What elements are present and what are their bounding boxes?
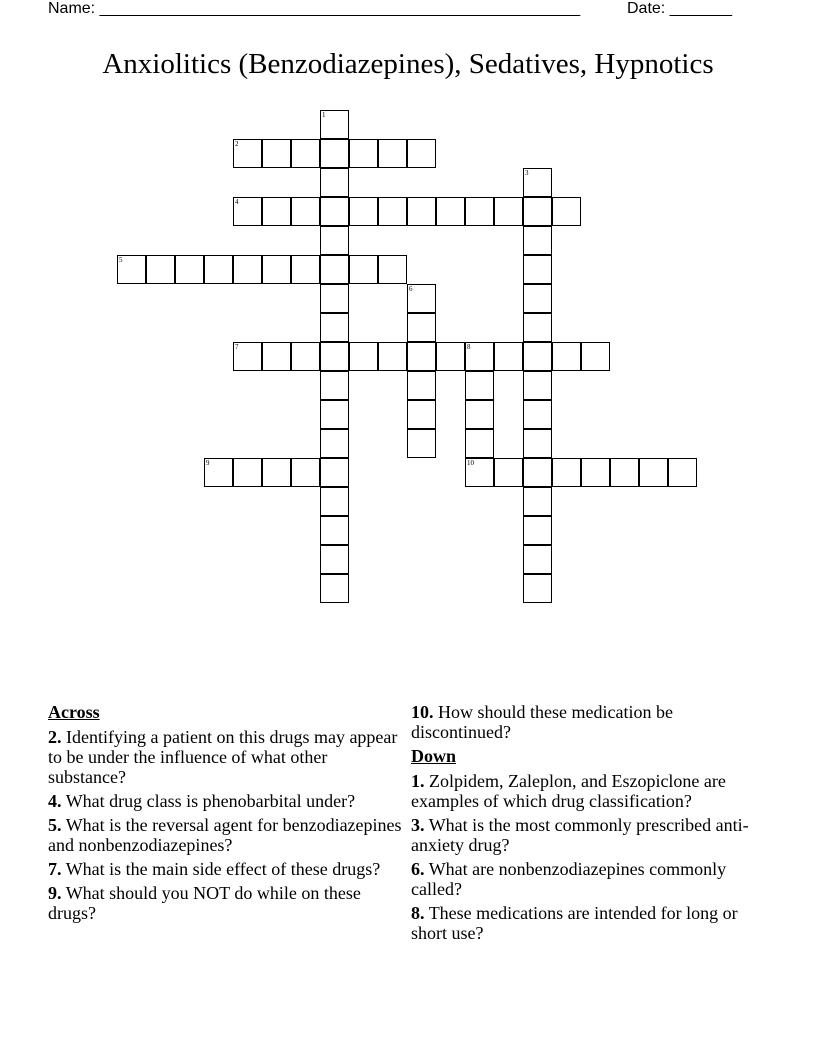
- crossword-cell[interactable]: [407, 139, 436, 168]
- crossword-cell[interactable]: [407, 400, 436, 429]
- crossword-cell[interactable]: [465, 429, 494, 458]
- cell-number: 4: [235, 198, 239, 206]
- crossword-cell[interactable]: [523, 574, 552, 603]
- crossword-cell[interactable]: [320, 429, 349, 458]
- crossword-cell[interactable]: [465, 458, 494, 487]
- crossword-cell[interactable]: [320, 168, 349, 197]
- crossword-cell[interactable]: [378, 342, 407, 371]
- crossword-cell[interactable]: [233, 197, 262, 226]
- crossword-cell[interactable]: [233, 342, 262, 371]
- crossword-cell[interactable]: [639, 458, 668, 487]
- crossword-cell[interactable]: [552, 458, 581, 487]
- crossword-cell[interactable]: [407, 429, 436, 458]
- crossword-cell[interactable]: [523, 226, 552, 255]
- crossword-cell[interactable]: [320, 110, 349, 139]
- cell-number: 9: [206, 459, 210, 467]
- clue-text: What should you NOT do while on these drugs?: [48, 883, 361, 923]
- clue-across-5: [48, 815, 408, 855]
- crossword-cell[interactable]: [262, 255, 291, 284]
- crossword-cell[interactable]: [494, 342, 523, 371]
- crossword-cell[interactable]: [320, 284, 349, 313]
- cell-number: 10: [467, 459, 474, 467]
- crossword-cell[interactable]: [436, 342, 465, 371]
- crossword-cell[interactable]: [320, 255, 349, 284]
- crossword-cell[interactable]: [407, 342, 436, 371]
- crossword-cell[interactable]: [320, 371, 349, 400]
- crossword-cell[interactable]: [465, 342, 494, 371]
- clue-number: 4.: [48, 791, 62, 811]
- crossword-cell[interactable]: [320, 458, 349, 487]
- clue-text: How should these medication be discontinued?: [411, 702, 673, 742]
- crossword-cell[interactable]: [407, 284, 436, 313]
- crossword-cell[interactable]: [233, 255, 262, 284]
- clue-number: 7.: [48, 859, 62, 879]
- crossword-cell[interactable]: [523, 487, 552, 516]
- cell-number: 2: [235, 140, 239, 148]
- crossword-cell[interactable]: [262, 342, 291, 371]
- crossword-cell[interactable]: [523, 516, 552, 545]
- cell-number: 7: [235, 343, 239, 351]
- crossword-cell[interactable]: [262, 458, 291, 487]
- crossword-cell[interactable]: [581, 458, 610, 487]
- crossword-cell[interactable]: [204, 458, 233, 487]
- crossword-cell[interactable]: [320, 342, 349, 371]
- crossword-cell[interactable]: [320, 197, 349, 226]
- crossword-cell[interactable]: [581, 342, 610, 371]
- clue-text: Identifying a patient on this drugs may appear to be under the influence of what other substance?: [48, 727, 398, 787]
- crossword-cell[interactable]: [117, 255, 146, 284]
- clue-across-7: [48, 859, 408, 879]
- clue-text: Zolpidem, Zaleplon, and Eszopiclone are examples of which drug classification?: [411, 771, 726, 811]
- crossword-cell[interactable]: [233, 139, 262, 168]
- clue-across-10: [411, 702, 761, 742]
- crossword-cell[interactable]: [523, 284, 552, 313]
- crossword-cell[interactable]: [552, 342, 581, 371]
- name-field-label: Name: ______________________________________________________: [48, 0, 581, 17]
- crossword-cell[interactable]: [146, 255, 175, 284]
- crossword-cell[interactable]: [523, 429, 552, 458]
- clue-down-6: [411, 859, 761, 899]
- clue-text: What are nonbenzodiazepines commonly called?: [411, 859, 727, 899]
- crossword-cell[interactable]: [523, 545, 552, 574]
- clue-number: 2.: [48, 727, 62, 747]
- crossword-cell[interactable]: [262, 197, 291, 226]
- crossword-cell[interactable]: [523, 313, 552, 342]
- crossword-cell[interactable]: [349, 255, 378, 284]
- clue-number: 6.: [411, 859, 425, 879]
- crossword-cell[interactable]: [523, 371, 552, 400]
- crossword-cell[interactable]: [523, 168, 552, 197]
- crossword-cell[interactable]: [407, 197, 436, 226]
- clue-text: What is the most commonly prescribed anti-anxiety drug?: [411, 815, 749, 855]
- clue-number: 5.: [48, 815, 62, 835]
- cell-number: 8: [467, 343, 471, 351]
- clue-across-9: [48, 883, 408, 923]
- crossword-cell[interactable]: [407, 371, 436, 400]
- clues-column-left: [48, 702, 408, 927]
- crossword-cell[interactable]: [523, 197, 552, 226]
- crossword-cell[interactable]: [378, 139, 407, 168]
- crossword-cell[interactable]: [349, 139, 378, 168]
- crossword-cell[interactable]: [465, 400, 494, 429]
- cell-number: 3: [525, 169, 529, 177]
- crossword-cell[interactable]: [262, 139, 291, 168]
- crossword-cell[interactable]: [291, 342, 320, 371]
- page-title: Anxiolitics (Benzodiazepines), Sedatives, Hypnotics: [102, 48, 714, 80]
- crossword-cell[interactable]: [233, 458, 262, 487]
- crossword-cell[interactable]: [465, 197, 494, 226]
- clues-column-right: [411, 702, 761, 947]
- crossword-cell[interactable]: [204, 255, 233, 284]
- clue-down-3: [411, 815, 761, 855]
- crossword-cell[interactable]: [291, 255, 320, 284]
- crossword-cell[interactable]: [494, 197, 523, 226]
- crossword-cell[interactable]: [523, 400, 552, 429]
- clue-number: 8.: [411, 903, 425, 923]
- crossword-cell[interactable]: [610, 458, 639, 487]
- crossword-cell[interactable]: [378, 255, 407, 284]
- crossword-cell[interactable]: [523, 458, 552, 487]
- crossword-cell[interactable]: [320, 400, 349, 429]
- across-heading: Across: [48, 702, 100, 722]
- crossword-cell[interactable]: [494, 458, 523, 487]
- crossword-cell[interactable]: [320, 545, 349, 574]
- crossword-cell[interactable]: [320, 139, 349, 168]
- crossword-cell[interactable]: [291, 458, 320, 487]
- crossword-cell[interactable]: [378, 197, 407, 226]
- clue-text: What is the main side effect of these drugs?: [65, 859, 381, 879]
- crossword-cell[interactable]: [320, 226, 349, 255]
- crossword-cell[interactable]: [552, 197, 581, 226]
- cell-number: 6: [409, 285, 413, 293]
- clue-number: 3.: [411, 815, 425, 835]
- crossword-cell[interactable]: [320, 487, 349, 516]
- cell-number: 1: [322, 111, 326, 119]
- clue-number: 10.: [411, 702, 434, 722]
- crossword-cell[interactable]: [349, 197, 378, 226]
- clue-text: These medications are intended for long or short use?: [411, 903, 738, 943]
- crossword-cell[interactable]: [523, 342, 552, 371]
- crossword-cell[interactable]: [668, 458, 697, 487]
- crossword-cell[interactable]: [175, 255, 204, 284]
- crossword-cell[interactable]: [436, 197, 465, 226]
- clue-text: What drug class is phenobarbital under?: [65, 791, 356, 811]
- clue-number: 9.: [48, 883, 62, 903]
- clue-number: 1.: [411, 771, 425, 791]
- clue-down-8: [411, 903, 761, 943]
- crossword-cell[interactable]: [320, 313, 349, 342]
- clue-down-1: [411, 771, 761, 811]
- crossword-cell[interactable]: [320, 516, 349, 545]
- clue-text: What is the reversal agent for benzodiazepines and nonbenzodiazepines?: [48, 815, 402, 855]
- crossword-cell[interactable]: [407, 313, 436, 342]
- crossword-cell[interactable]: [291, 197, 320, 226]
- cell-number: 5: [119, 256, 123, 264]
- down-heading: Down: [411, 746, 457, 766]
- crossword-cell[interactable]: [523, 255, 552, 284]
- crossword-cell[interactable]: [349, 342, 378, 371]
- clue-across-4: [48, 791, 408, 811]
- clue-across-2: [48, 727, 408, 787]
- date-field-label: Date: _______: [627, 0, 732, 17]
- crossword-cell[interactable]: [291, 139, 320, 168]
- crossword-cell[interactable]: [320, 574, 349, 603]
- crossword-cell[interactable]: [465, 371, 494, 400]
